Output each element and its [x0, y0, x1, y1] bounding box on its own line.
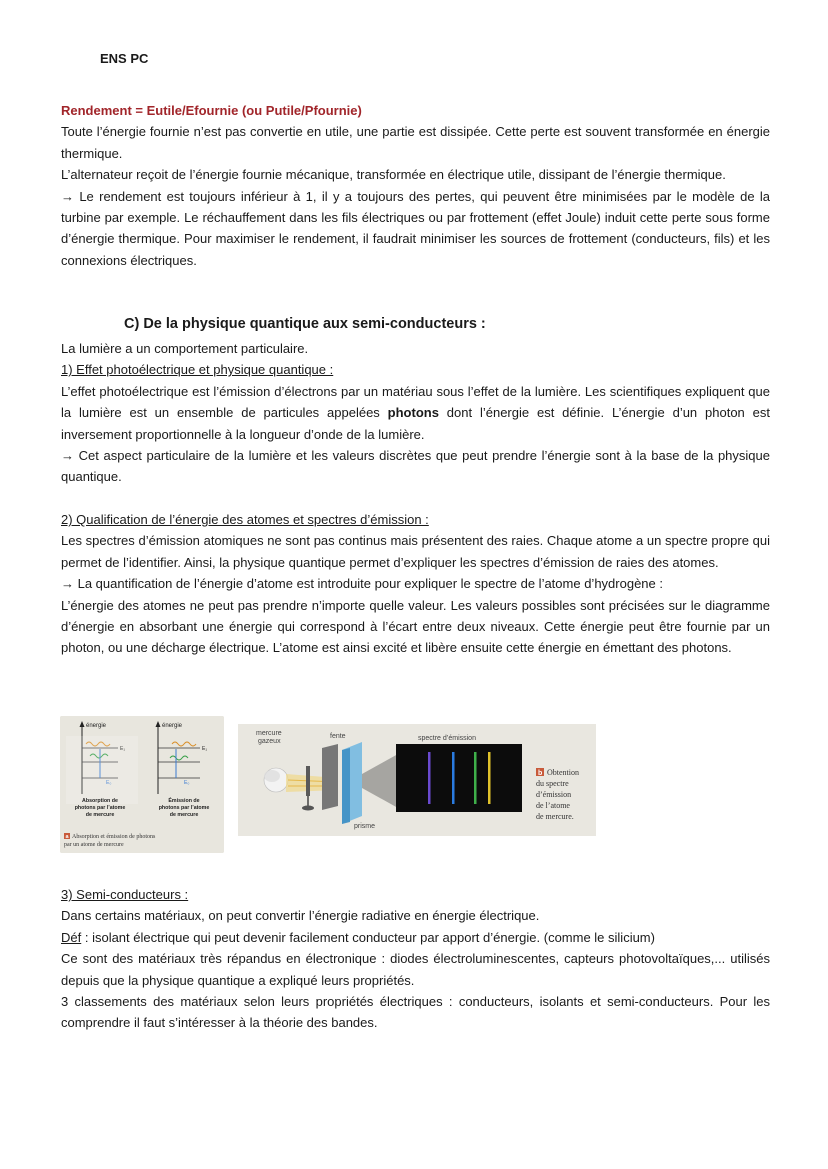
spectral-line-1	[428, 752, 431, 804]
left-diagram-label: Absorption de photons par l’atome de mercure	[74, 798, 126, 818]
figure-a-energy-diagram	[60, 716, 224, 853]
subsection-1-text-b: dont l’énergie est définie. L’énergie d’un photon est inversement proportionnelle à la longueur d’onde de la lumière.	[61, 405, 770, 442]
slit-holder	[306, 766, 310, 796]
section-c-title: C) De la physique quantique aux semi-conducteurs :	[124, 316, 486, 332]
subsection-3-paragraph-1: Dans certains matériaux, on peut convertir l’énergie radiative en énergie électrique.	[61, 908, 540, 924]
figure-a-svg	[60, 716, 224, 853]
section-c-block-2	[61, 509, 770, 659]
section-c-block-3	[61, 884, 770, 1034]
subsection-1-title: 1) Effet photoélectrique et physique quantique :	[61, 362, 334, 378]
right-diagram-label: Émission de photons par l’atome de mercure	[158, 798, 210, 818]
subsection-1-text-a: L’effet photoélectrique est l’émission d’électrons par un matériau sous l’effet de la lumière. Les scientifiques expliquent que la lumière est un ensemble de particules appelées	[61, 383, 770, 421]
right-level-e1-label: E₁	[202, 746, 208, 752]
figure-b-badge-letter: b	[538, 770, 543, 777]
rendement-paragraph-1: Toute l’énergie fournie n’est pas convertie en utile, une partie est dissipée. Cette perte est souvent transformée en énergie thermique.	[61, 124, 770, 161]
subsection-2-paragraph-2: → La quantification de l’énergie d’atome est introduite pour expliquer le spectre de l’atome d’hydrogène :	[61, 576, 663, 592]
label-fente: fente	[330, 733, 346, 740]
section-c-block-1	[61, 338, 770, 488]
spectral-line-4	[488, 752, 491, 804]
subsection-3-paragraph-3: 3 classements des matériaux selon leurs propriétés électriques : conducteurs, isolants et semi-conducteurs. Pour les comprendre il faut s’intéresser à la théorie des bandes.	[61, 994, 770, 1031]
rendement-title: Rendement = Eutile/Efournie (ou Putile/Pfournie)	[61, 103, 362, 118]
spectral-line-3	[474, 752, 477, 804]
fente-screen	[322, 744, 338, 810]
rendement-block	[61, 100, 770, 271]
definition-label: Déf	[61, 929, 82, 945]
label-prisme: prisme	[354, 823, 376, 830]
subsection-3-title: 3) Semi-conducteurs :	[61, 887, 189, 902]
left-axis-label: énergie	[86, 723, 107, 729]
subsection-2-title: 2) Qualification de l’énergie des atomes et spectres d’émission :	[61, 512, 429, 527]
subsection-1-paragraph-2: → Cet aspect particulaire de la lumière et les valeurs discrètes que peut prendre l’énergie sont à la base de la physique quantique.	[61, 448, 770, 485]
figure-b-caption: Obtention du spectre d’émission de l’atome de mercure.	[536, 768, 579, 821]
figure-a-caption: Absorption et émission de photons par un atome de mercure	[64, 834, 156, 848]
right-level-e0-label: E₀	[184, 780, 190, 786]
left-level-e1-label: E₁	[120, 746, 126, 752]
definition-paragraph	[61, 927, 770, 948]
spectrum-screen	[396, 744, 522, 812]
subsection-1-paragraph-1	[61, 381, 770, 445]
subsection-2-paragraph-3: L’énergie des atomes ne peut pas prendre n’importe quelle valeur. Les valeurs possibles sont précisées sur le diagramme d’énergie en absorbant une énergie qui correspond à l’écart entre deux niveaux. Cette énergie peut être fournie par un photon, ou une décharge électrique. L’atome est ainsi excité et libère ensuite cette énergie en émettant des photons.	[61, 597, 770, 656]
figure-b-emission-spectrum	[238, 724, 596, 836]
left-level-e0-label: E₀	[106, 780, 112, 786]
spectral-line-2	[452, 752, 455, 804]
photons-bold-term: photons	[387, 405, 439, 421]
definition-text: : isolant électrique qui peut devenir facilement conducteur par apport d’énergie. (comme le silicium)	[81, 929, 655, 945]
label-spectre-emission: spectre d’émission	[418, 735, 476, 742]
right-axis-label: énergie	[162, 723, 183, 729]
figure-b-svg	[238, 724, 596, 836]
label-mercure-gazeux: mercure gazeux	[256, 730, 282, 745]
rendement-paragraph-3: → Le rendement est toujours inférieur à 1, il y a toujours des pertes, qui peuvent être minimisées par le modèle de la turbine par exemple. Le réchauffement dans les fils électriques ou par frottement (effet Joule) induit cette perte sous forme d’énergie thermique. Pour maximiser le rendement, il faudrait minimiser les sources de frottement (conducteurs, fils) et les connexions électriques.	[61, 188, 770, 268]
figure-a-badge-letter: a	[65, 834, 69, 840]
subsection-2-paragraph-1: Les spectres d’émission atomiques ne sont pas continus mais présentent des raies. Chaque atome a un spectre propre qui permet de l’identifier. Ainsi, la physique quantique permet d’expliquer les spectres d’émission de raies des atomes.	[61, 533, 770, 570]
page-header: ENS PC	[100, 51, 149, 66]
section-c-intro: La lumière a un comportement particulaire.	[61, 341, 309, 356]
subsection-3-paragraph-2: Ce sont des matériaux très répandus en électronique : diodes électroluminescentes, capteurs photovoltaïques,... utilisés depuis que la physique quantique a expliqué leurs propriétés.	[61, 951, 770, 988]
rendement-paragraph-2: L’alternateur reçoit de l’énergie fournie mécanique, transformée en électrique utile, dissipant de l’énergie thermique.	[61, 167, 726, 183]
